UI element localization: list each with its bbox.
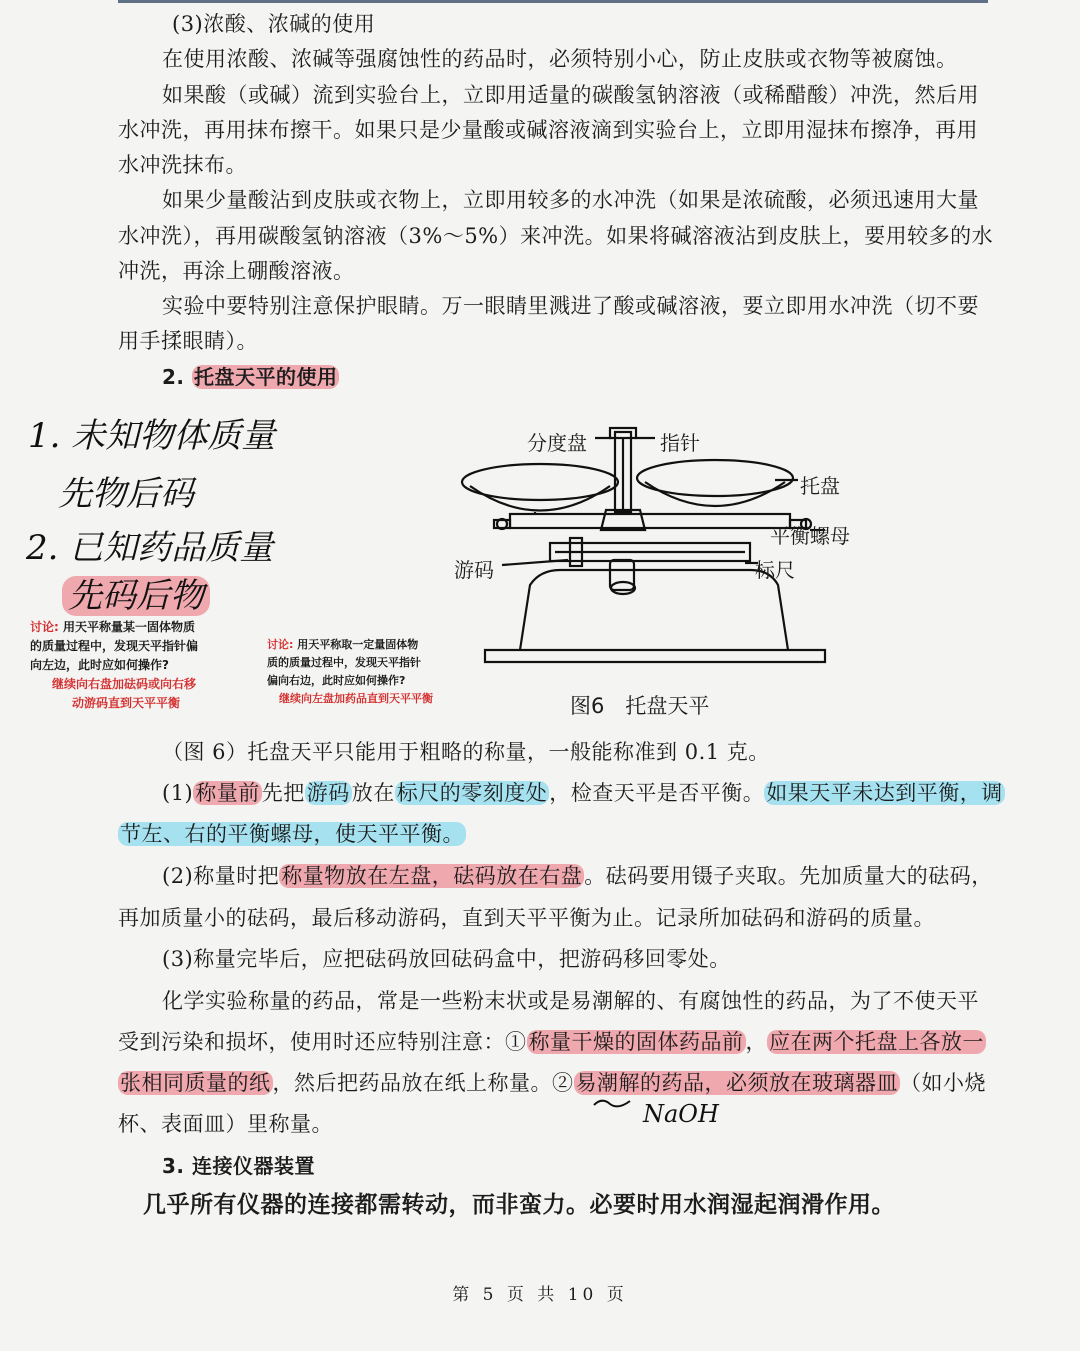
handwriting-note-4-text: 先码后物 [62, 576, 210, 616]
chem-line2-sep: ， [745, 1030, 767, 1054]
handwriting-naoh: NaOH [643, 1100, 719, 1128]
step2-suffix: 。砝码要用镊子夹取。先加质量大的砝码， [584, 864, 993, 888]
para-acid-3-line1: 如果少量酸沾到皮肤或衣物上，立即用较多的水冲洗（如果是浓硫酸，必须迅速用大量 [162, 188, 979, 212]
section2-number: 2. [162, 365, 185, 389]
chem-highlight-glassware: 易潮解的药品，必须放在玻璃器皿 [575, 1071, 898, 1095]
chem-line1: 化学实验称量的药品，常是一些粉末状或是易潮解的、有腐蚀性的药品，为了不使天平 [162, 989, 979, 1013]
discussion-left-q3: 向左边，此时应如何操作? [30, 658, 169, 672]
discussion-right-q2: 质的质量过程中，发现天平指针 [267, 656, 421, 669]
discussion-left-q1: 用天平称量某一固体物质 [63, 620, 196, 634]
step2-line1 [162, 864, 993, 888]
step1-line1 [162, 781, 1005, 805]
discussion-left [30, 618, 235, 713]
discussion-right-q1: 用天平称取一定量固体物 [297, 638, 419, 651]
chem-line2-text: 受到污染和损坏，使用时还应特别注意：① [118, 1030, 527, 1054]
discussion-left-label: 讨论: [30, 620, 59, 634]
para-acid-2-line3: 水冲洗抹布。 [118, 153, 247, 177]
para-acid-2-line2: 水冲洗，再用抹布擦干。如果只是少量酸或碱溶液滴到实验台上，立即用湿抹布擦净，再用 [118, 118, 978, 142]
step1-highlight-before-weighing: 称量前 [195, 781, 260, 805]
chem-line3-end: （如小烧 [900, 1071, 986, 1095]
para-acid-4-line2: 用手揉眼睛）。 [118, 329, 258, 353]
section3-title: 3. 连接仪器装置 [162, 1154, 315, 1178]
para-acid-3-line3: 冲洗，再涂上硼酸溶液。 [118, 259, 355, 283]
discussion-left-a2: 动游码直到天平平衡 [72, 696, 181, 710]
balance-note: （图 6）托盘天平只能用于粗略的称量，一般能称准到 0.1 克。 [162, 740, 770, 764]
label-balance-nut: 平衡螺母 [770, 524, 850, 548]
handwriting-underline-squiggle [592, 1095, 632, 1111]
label-pointer: 指针 [660, 431, 700, 455]
chem-line3-text: ，然后把药品放在纸上称量。② [272, 1071, 574, 1095]
balance-base-plate [485, 650, 825, 662]
page-footer: 第 5 页 共 10 页 [452, 1285, 628, 1305]
discussion-right-a1: 继续向左盘加药品直到天平平衡 [279, 692, 433, 705]
connect-note: 几乎所有仪器的连接都需转动，而非蛮力。必要时用水润湿起润滑作用。 [143, 1192, 895, 1218]
balance-body [520, 570, 788, 650]
chem-highlight-dry-solid: 称量干燥的固体药品前 [528, 1030, 744, 1054]
step1-prefix: (1) [162, 781, 194, 805]
discussion-right-label: 讨论: [267, 638, 294, 651]
step1-highlight-zero: 标尺的零刻度处 [396, 781, 548, 805]
handwriting-note-4 [62, 568, 210, 617]
chem-highlight-paper: 应在两个托盘上各放一 [769, 1030, 984, 1054]
step1-highlight-rider: 游码 [306, 781, 350, 805]
para-acid-2-line1: 如果酸（或碱）流到实验台上，立即用适量的碳酸氢钠溶液（或稀醋酸）冲洗，然后用 [162, 83, 979, 107]
para-acid-4-line1: 实验中要特别注意保护眼睛。万一眼睛里溅进了酸或碱溶液，要立即用水冲洗（切不要 [162, 294, 979, 318]
step1-text-c: ，检查天平是否平衡。 [549, 781, 765, 805]
discussion-right-q3: 偏向右边，此时应如何操作? [267, 674, 406, 687]
label-scale-dial: 分度盘 [527, 431, 587, 455]
chem-line4: 杯、表面皿）里称量。 [118, 1112, 333, 1136]
label-pan: 托盘 [800, 474, 840, 498]
top-rule [118, 0, 988, 3]
step2-prefix: (2)称量时把 [162, 864, 280, 888]
chem-line3 [118, 1071, 986, 1095]
handwriting-note-1: 1. 未知物体质量 [28, 416, 276, 456]
section2-heading [162, 365, 339, 389]
para-acid-1: 在使用浓酸、浓碱等强腐蚀性的药品时，必须特别小心，防止皮肤或衣物等被腐蚀。 [162, 47, 958, 71]
step1-text-a: 先把 [261, 781, 305, 805]
step2-highlight-left-right: 称量物放在左盘，砝码放在右盘 [281, 864, 583, 888]
label-ruler: 标尺 [755, 558, 795, 582]
para-acid-3-line2: 水冲洗），再用碳酸氢钠溶液（3%～5%）来冲洗。如果将碱溶液沾到皮肤上，要用较多的水 [118, 224, 994, 248]
section2-title: 托盘天平的使用 [193, 365, 338, 389]
handwriting-note-3: 2. 已知药品质量 [26, 528, 274, 568]
step2-line2: 再加质量小的砝码，最后移动游码，直到天平平衡为止。记录所加砝码和游码的质量。 [118, 906, 935, 930]
handwriting-note-2: 先物后码 [58, 474, 194, 514]
label-rider: 游码 [454, 558, 494, 582]
section-acid-title: (3)浓酸、浓碱的使用 [172, 12, 376, 36]
chem-line2 [118, 1030, 986, 1054]
discussion-left-q2: 的质量过程中，发现天平指针偏 [30, 639, 199, 653]
figure-caption: 图6 托盘天平 [570, 694, 710, 718]
balance-beam [510, 514, 790, 528]
step3: (3)称量完毕后，应把砝码放回砝码盒中，把游码移回零处。 [162, 947, 731, 971]
step1-line2 [118, 822, 466, 846]
discussion-right [267, 636, 467, 708]
step1-highlight-adjust: 节左、右的平衡螺母，使天平平衡。 [120, 822, 464, 846]
chem-highlight-same-paper: 张相同质量的纸 [120, 1071, 271, 1095]
step1-text-b: 放在 [351, 781, 395, 805]
step1-highlight-unbalanced: 如果天平未达到平衡，调 [766, 781, 1003, 805]
discussion-left-a1: 继续向右盘加砝码或向右移 [52, 677, 197, 691]
